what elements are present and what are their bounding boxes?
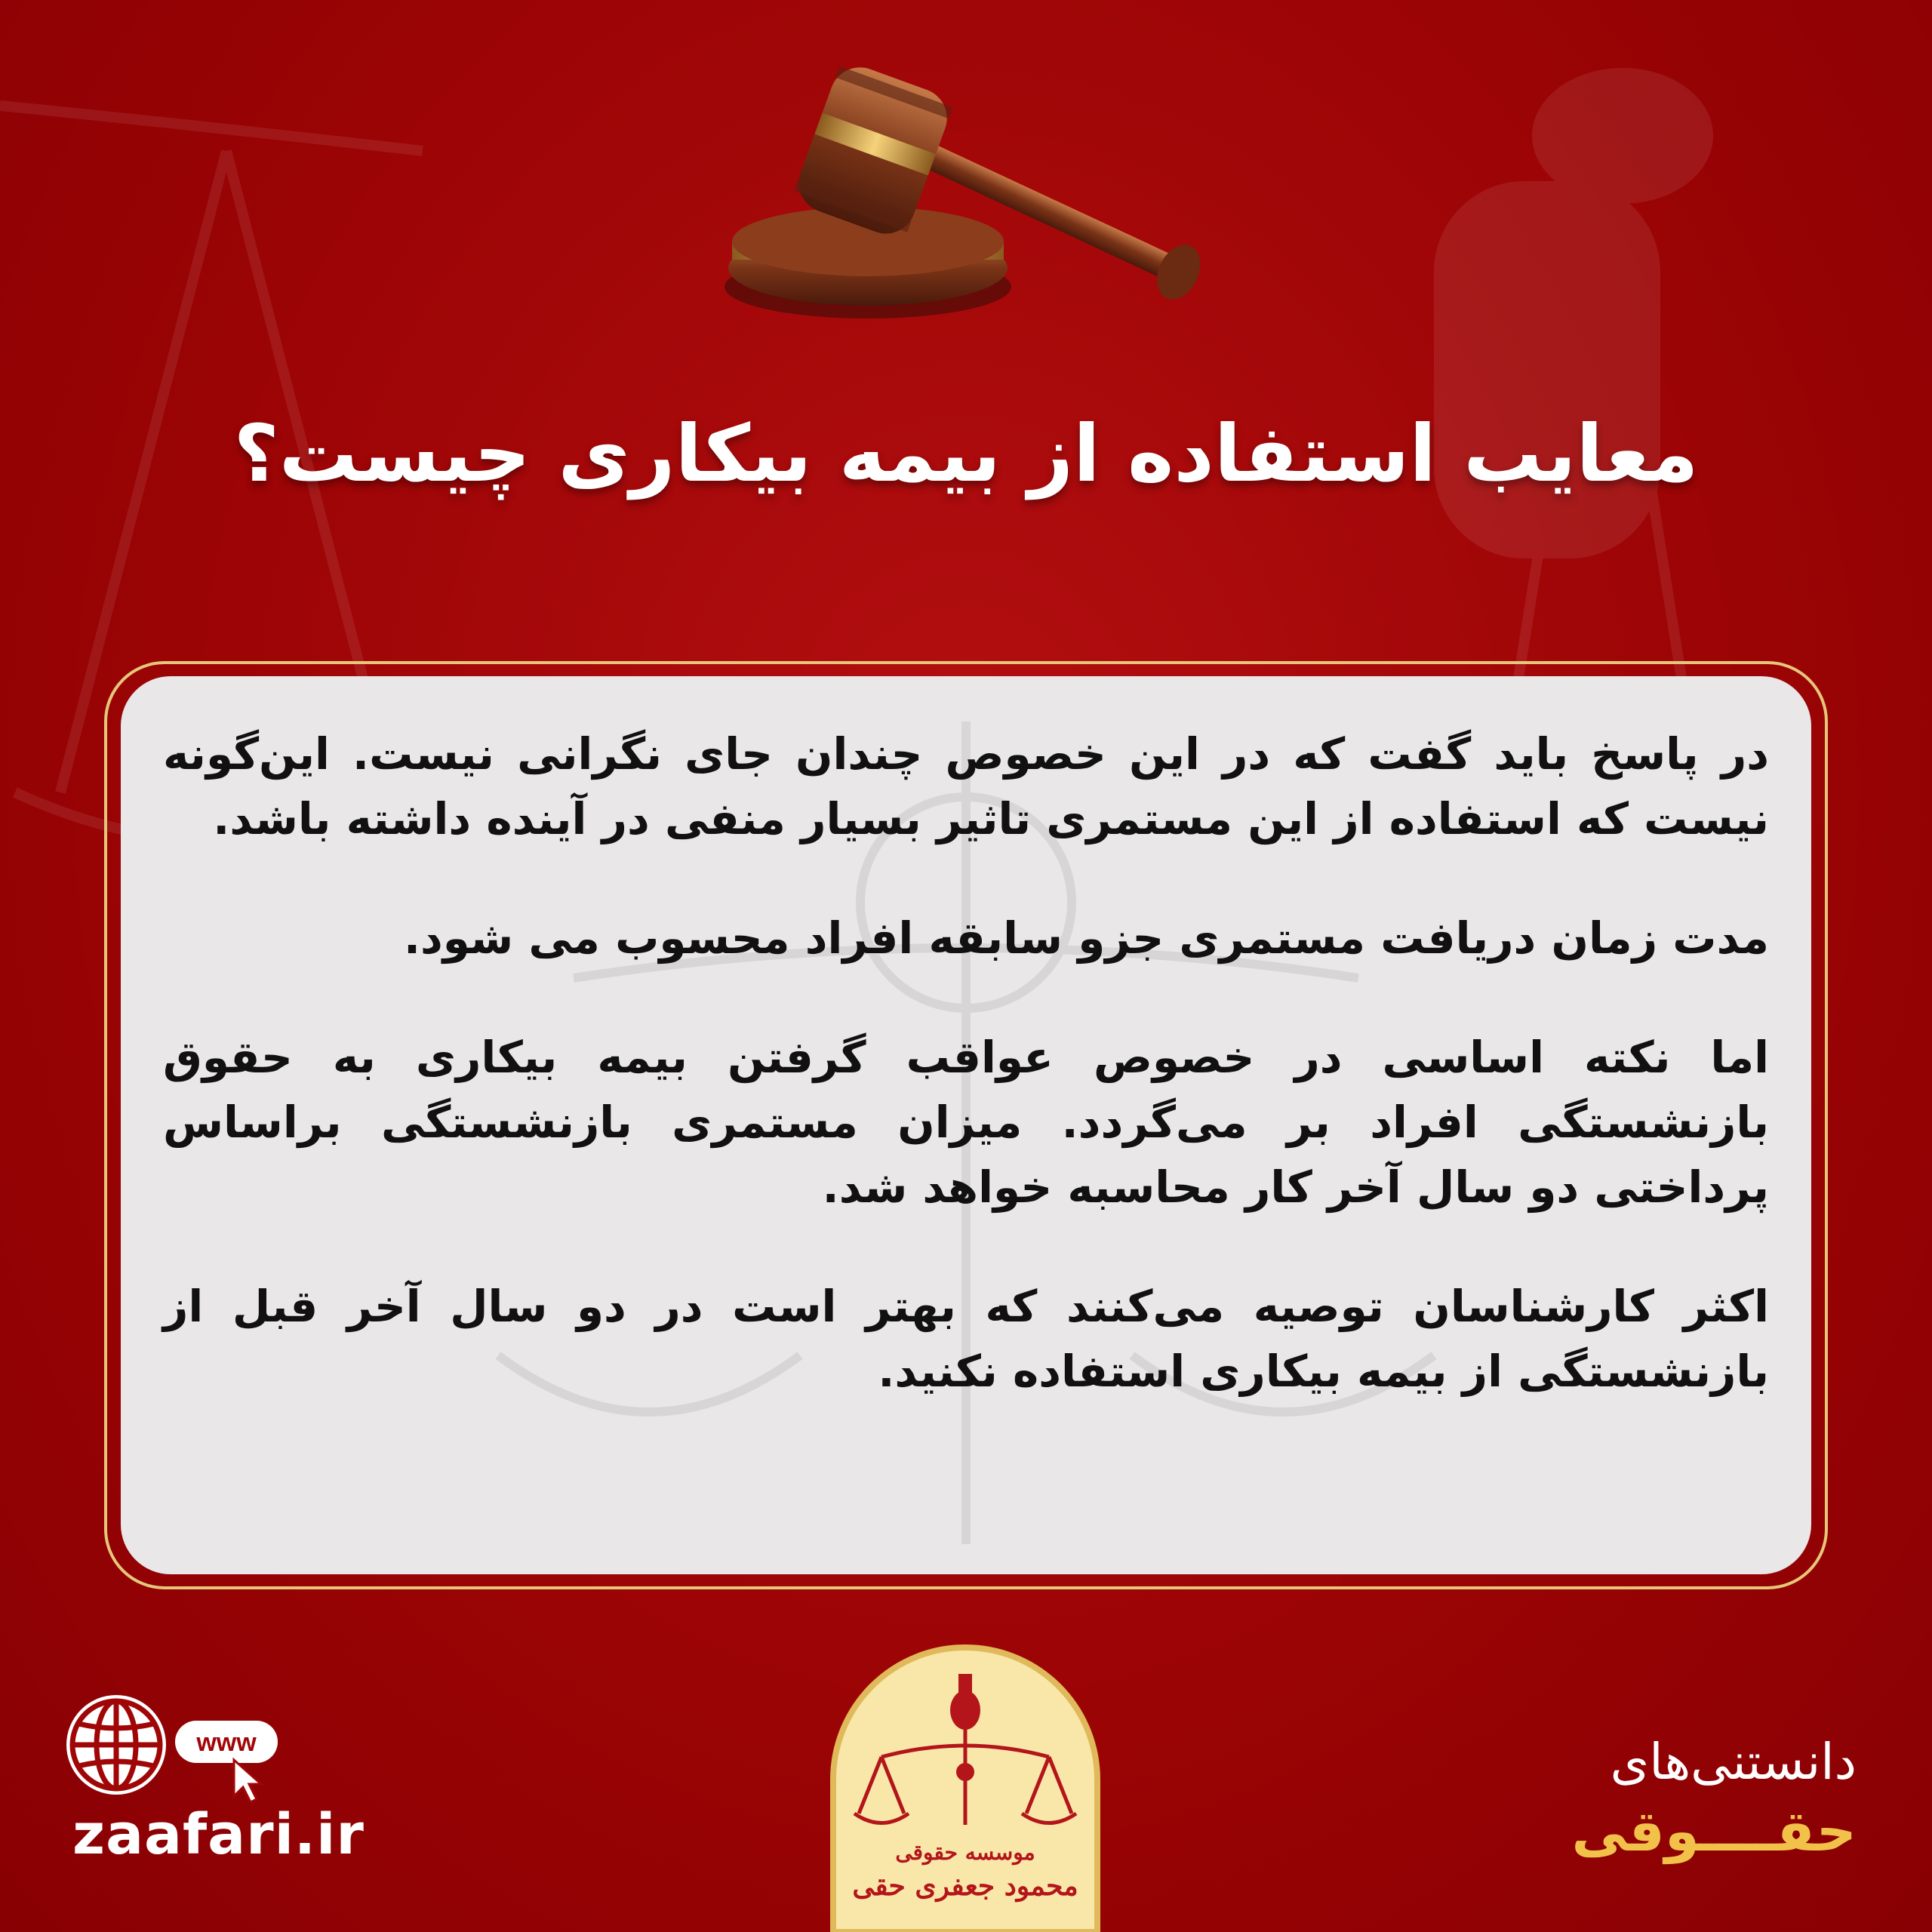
paragraph-4: اکثر کارشناسان توصیه می‌کنند که بهتر است در دو سال آخر قبل از بازنشستگی از بیمه بیکاری استفاده نکنید.: [163, 1281, 1769, 1397]
page-title: معایب استفاده از بیمه بیکاری چیست؟: [233, 408, 1699, 500]
paragraph-3: اما نکته اساسی در خصوص عواقب گرفتن بیمه بیکاری به حقوق بازنشستگی افراد بر می‌گردد. میزان مستمری بازنشستگی براساس پرداختی دو سال آخر کار محاسبه خواهد شد.: [163, 1032, 1769, 1213]
emblem-line-2: محمود جعفری حقی: [852, 1870, 1078, 1902]
website-block[interactable]: [62, 1690, 379, 1867]
brand-line-2: حقــــوقی: [1571, 1799, 1857, 1864]
paragraph-1: در پاسخ باید گفت که در این خصوص چندان جای نگرانی نیست. این‌گونه نیست که استفاده از این مستمری تاثیر بسیار منفی در آینده داشته باشد.: [163, 728, 1769, 844]
cursor-icon: [234, 1760, 261, 1802]
website-link[interactable]: zaafari.ir: [72, 1802, 365, 1867]
emblem-line-1: موسسه حقوقی: [895, 1840, 1035, 1865]
paragraph-2: مدت زمان دریافت مستمری جزو سابقه افراد محسوب می شود.: [403, 912, 1769, 964]
www-label: www: [196, 1728, 257, 1757]
globe-icon: [62, 1690, 288, 1804]
brand-line-1: دانستنی‌های: [1610, 1733, 1857, 1791]
content-card: [121, 676, 1811, 1574]
gavel-icon: [724, 60, 1223, 332]
